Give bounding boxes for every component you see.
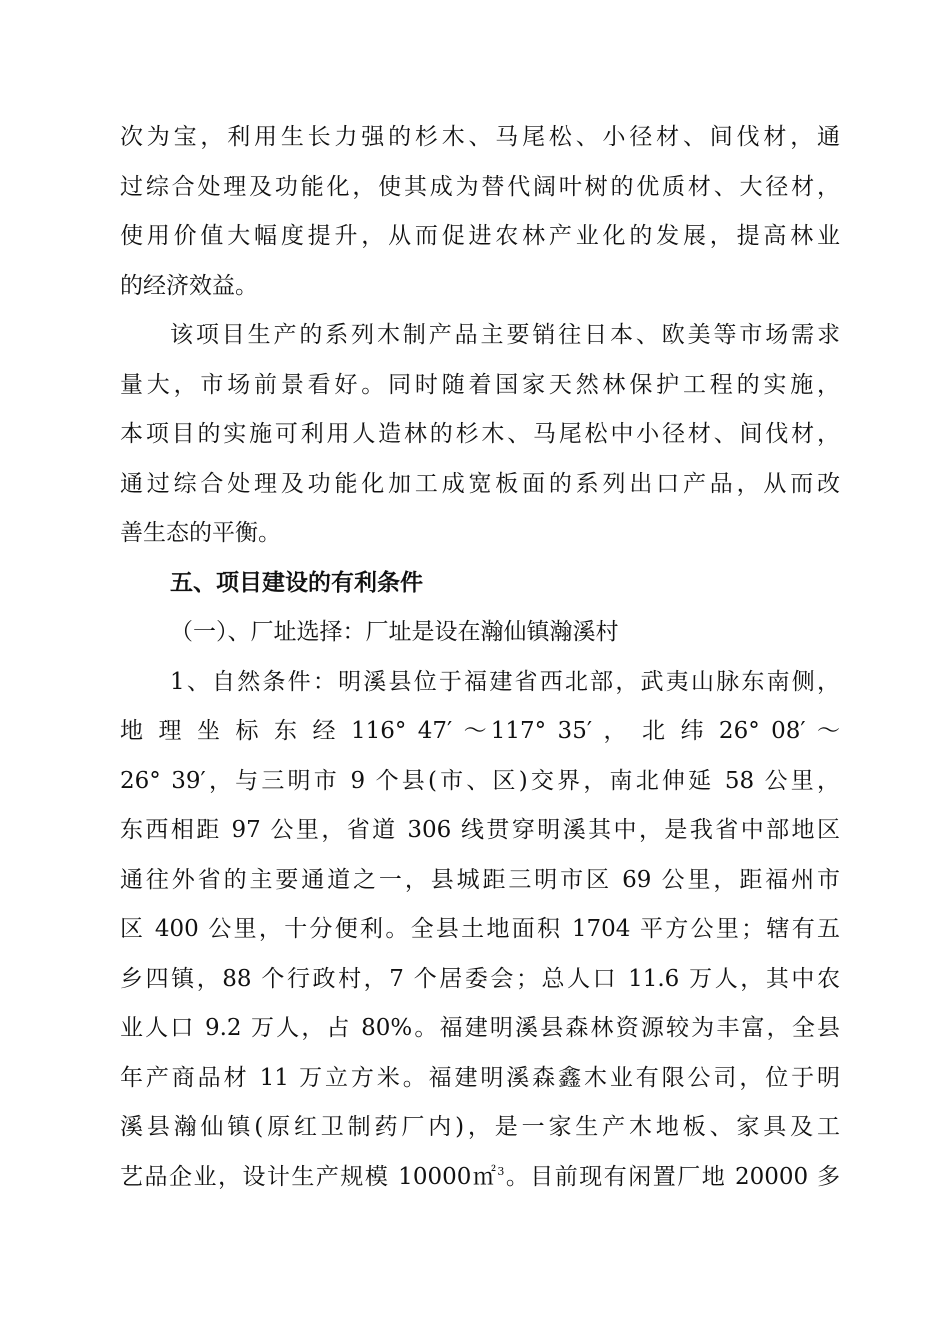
text-line: 年产商品材 11 万立方米。福建明溪森鑫木业有限公司，位于明 xyxy=(120,1064,840,1091)
text-line: 过综合处理及功能化，使其成为替代阔叶树的优质材、大径材， xyxy=(120,173,840,200)
text-line: 量大，市场前景看好。同时随着国家天然林保护工程的实施， xyxy=(120,371,840,398)
section-heading: 五、项目建设的有利条件 xyxy=(170,569,423,596)
text-segment: 艺品企业，设计生产规模 10000㎡ xyxy=(120,1163,498,1190)
text-line: 本项目的实施可利用人造林的杉木、马尾松中小径材、间伐材， xyxy=(120,421,840,447)
text-line: 的经济效益。 xyxy=(120,272,258,299)
superscript-unit: 3 xyxy=(497,1164,505,1178)
text-line-last xyxy=(120,1153,840,1203)
text-line: 1、自然条件：明溪县位于福建省西北部，武夷山脉东南侧， xyxy=(170,668,840,695)
text-line: 26° 39′，与三明市 9 个县(市、区)交界，南北伸延 58 公里， xyxy=(120,767,840,794)
text-line: 通过综合处理及功能化加工成宽板面的系列出口产品，从而改 xyxy=(120,470,840,497)
text-line: 东西相距 97 公里，省道 306 线贯穿明溪其中，是我省中部地区 xyxy=(120,817,840,843)
text-line: 次为宝，利用生长力强的杉木、马尾松、小径材、间伐材，通 xyxy=(120,124,840,150)
subsection-heading: （一）、厂址选择：厂址是设在瀚仙镇瀚溪村 xyxy=(170,619,619,645)
paragraph-2 xyxy=(120,311,840,559)
document-body xyxy=(120,113,840,1202)
text-line: 业人口 9.2 万人，占 80%。福建明溪县森林资源较为丰富，全县 xyxy=(120,1015,840,1041)
text-line: 善生态的平衡。 xyxy=(120,520,281,546)
text-line: 该项目生产的系列木制产品主要销往日本、欧美等市场需求 xyxy=(170,322,840,348)
paragraph-1 xyxy=(120,113,840,311)
text-line: 溪县瀚仙镇(原红卫制药厂内)，是一家生产木地板、家具及工 xyxy=(120,1114,840,1140)
text-line: 使用价值大幅度提升，从而促进农林产业化的发展，提高林业 xyxy=(120,223,840,249)
text-segment: 。目前现有闲置厂地 20000 多 xyxy=(504,1163,840,1190)
text-line: 通往外省的主要通道之一，县城距三明市区 69 公里，距福州市 xyxy=(120,866,840,893)
text-line: 乡四镇，88 个行政村，7 个居委会；总人口 11.6 万人，其中农 xyxy=(120,965,840,992)
text-line: 区 400 公里，十分便利。全县土地面积 1704 平方公里；辖有五 xyxy=(120,916,840,942)
text-line: 地 理 坐 标 东 经 116° 47′ ～117° 35′ ， 北 纬 26° 08′ ～ xyxy=(120,718,840,744)
paragraph-3 xyxy=(120,658,840,1203)
